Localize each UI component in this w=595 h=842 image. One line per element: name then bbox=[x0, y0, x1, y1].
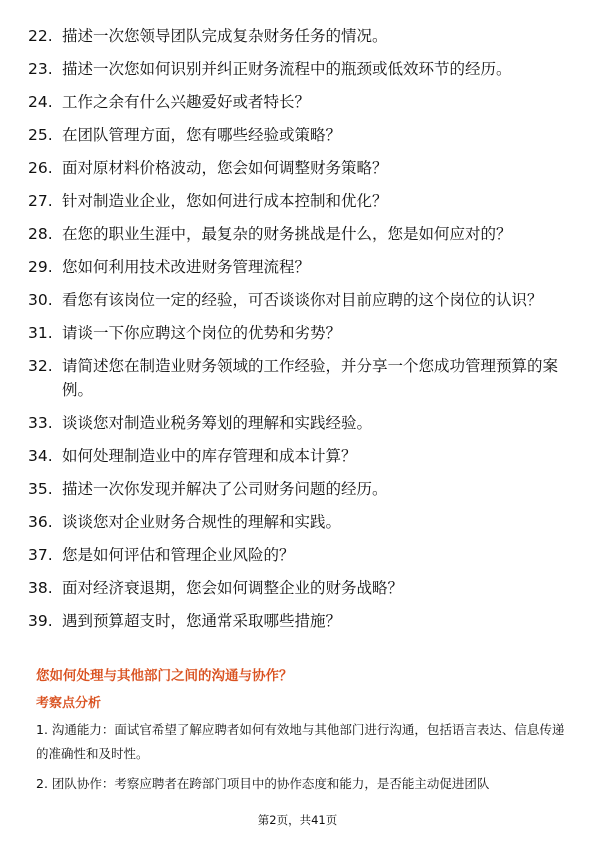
question-number: 27. bbox=[28, 192, 53, 210]
question-text: 请谈一下你应聘这个岗位的优势和劣势？ bbox=[62, 324, 342, 342]
question-number: 26. bbox=[28, 159, 53, 177]
question-number: 29. bbox=[28, 258, 53, 276]
question-number: 24. bbox=[28, 93, 53, 111]
question-item bbox=[28, 123, 568, 147]
question-text: 面对经济衰退期，您会如何调整企业的财务战略？ bbox=[62, 579, 404, 597]
question-text: 看您有该岗位一定的经验，可否谈谈你对目前应聘的这个岗位的认识？ bbox=[62, 291, 543, 309]
question-item bbox=[28, 24, 568, 48]
question-number: 22. bbox=[28, 27, 53, 45]
question-text: 描述一次您如何识别并纠正财务流程中的瓶颈或低效环节的经历。 bbox=[62, 60, 512, 78]
question-number: 32. bbox=[28, 357, 53, 375]
question-text: 工作之余有什么兴趣爱好或者特长？ bbox=[62, 93, 311, 111]
question-number: 28. bbox=[28, 225, 53, 243]
question-text: 在您的职业生涯中，最复杂的财务挑战是什么，您是如何应对的？ bbox=[62, 225, 512, 243]
question-item bbox=[28, 321, 568, 345]
question-number: 35. bbox=[28, 480, 53, 498]
question-text: 面对原材料价格波动，您会如何调整财务策略？ bbox=[62, 159, 388, 177]
question-text: 谈谈您对制造业税务筹划的理解和实践经验。 bbox=[62, 414, 373, 432]
question-item bbox=[28, 609, 568, 633]
section-title: 您如何处理与其他部门之间的沟通与协作？ bbox=[36, 668, 293, 684]
question-item bbox=[28, 510, 568, 534]
question-text: 遇到预算超支时，您通常采取哪些措施？ bbox=[62, 612, 342, 630]
question-text: 在团队管理方面，您有哪些经验或策略？ bbox=[62, 126, 342, 144]
section-subtitle: 考察点分析 bbox=[36, 696, 102, 711]
question-number: 39. bbox=[28, 612, 53, 630]
analysis-point: 2. 团队协作：考察应聘者在跨部门项目中的协作态度和能力，是否能主动促进团队 bbox=[36, 776, 490, 791]
question-number: 33. bbox=[28, 414, 53, 432]
question-text: 请简述您在制造业财务领域的工作经验，并分享一个您成功管理预算的案例。 bbox=[62, 357, 559, 399]
question-list bbox=[28, 24, 568, 642]
question-item bbox=[28, 156, 568, 180]
question-number: 37. bbox=[28, 546, 53, 564]
question-text: 描述一次您领导团队完成复杂财务任务的情况。 bbox=[62, 27, 388, 45]
page-footer: 第2页，共41页 bbox=[257, 813, 338, 827]
question-item bbox=[28, 576, 568, 600]
question-text: 如何处理制造业中的库存管理和成本计算？ bbox=[62, 447, 357, 465]
question-text: 谈谈您对企业财务合规性的理解和实践。 bbox=[62, 513, 342, 531]
question-item bbox=[28, 411, 568, 435]
question-item bbox=[28, 90, 568, 114]
question-number: 34. bbox=[28, 447, 53, 465]
question-item bbox=[28, 288, 568, 312]
question-number: 38. bbox=[28, 579, 53, 597]
question-item bbox=[28, 477, 568, 501]
question-number: 31. bbox=[28, 324, 53, 342]
question-text: 针对制造业企业，您如何进行成本控制和优化？ bbox=[62, 192, 388, 210]
question-item bbox=[28, 354, 568, 402]
question-text: 您如何利用技术改进财务管理流程？ bbox=[62, 258, 311, 276]
question-text: 您是如何评估和管理企业风险的？ bbox=[62, 546, 295, 564]
question-item bbox=[28, 543, 568, 567]
question-number: 30. bbox=[28, 291, 53, 309]
analysis-point: 1. 沟通能力：面试官希望了解应聘者如何有效地与其他部门进行沟通，包括语言表达、信息传递的准确性和及时性。 bbox=[36, 722, 565, 761]
question-number: 23. bbox=[28, 60, 53, 78]
question-text: 描述一次你发现并解决了公司财务问题的经历。 bbox=[62, 480, 388, 498]
analysis-points bbox=[36, 718, 566, 802]
question-number: 36. bbox=[28, 513, 53, 531]
question-number: 25. bbox=[28, 126, 53, 144]
question-item bbox=[28, 255, 568, 279]
question-item bbox=[28, 57, 568, 81]
question-item bbox=[28, 189, 568, 213]
question-item bbox=[28, 222, 568, 246]
question-item bbox=[28, 444, 568, 468]
